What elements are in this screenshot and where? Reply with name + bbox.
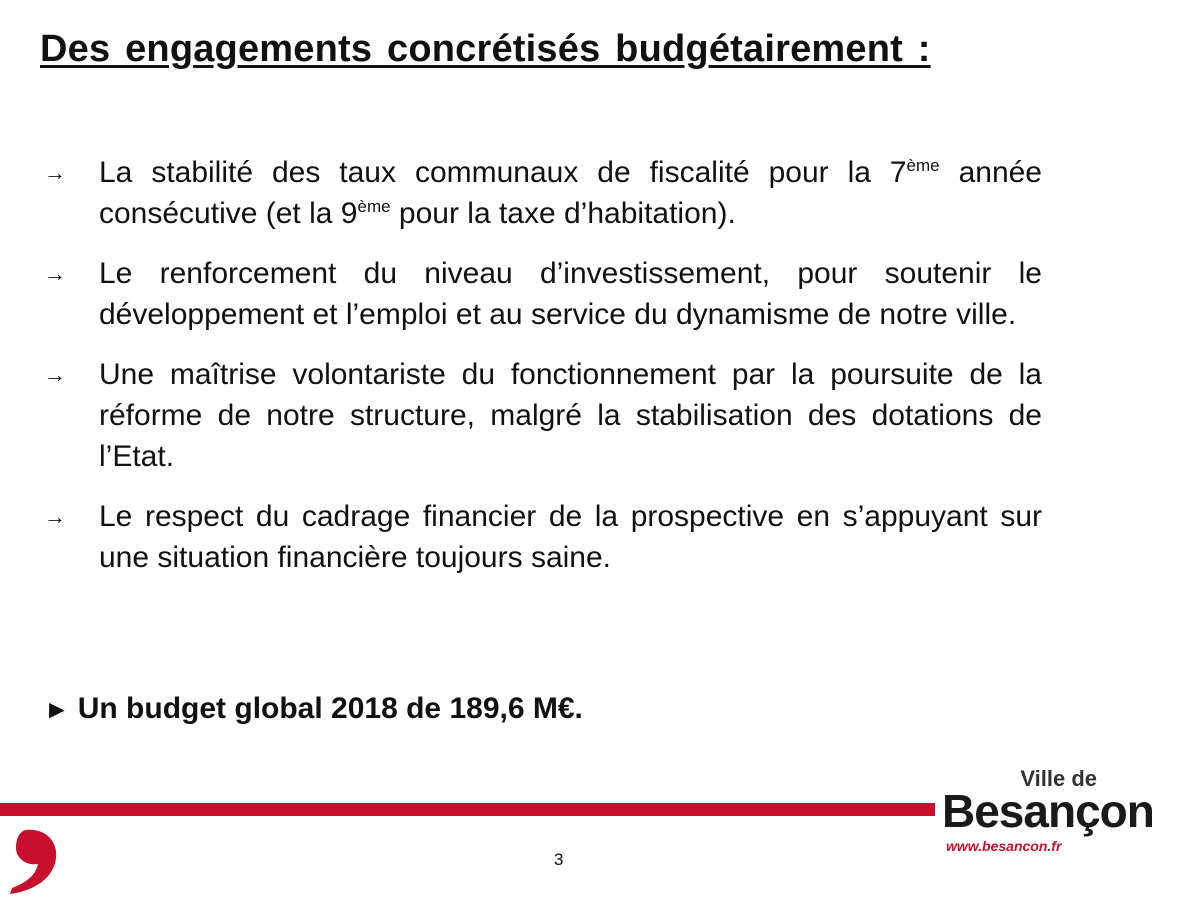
comma-logo-icon [4,826,60,896]
city-logo [940,766,1155,861]
budget-summary-text: Un budget global 2018 de 189,6 M€. [77,692,583,725]
logo-city-name: Besançon [942,785,1154,837]
right-arrow-icon: → [44,362,66,387]
bullet-item [44,253,1042,335]
slide-title: Des engagements concrétisés budgétairement : [40,28,931,70]
page-number: 3 [554,850,564,869]
bullet-text: La stabilité des taux communaux de fiscalité pour la 7ème année consécutive (et la 9ème pour la taxe d’habitation). [99,156,1042,230]
bullet-text: Une maîtrise volontariste du fonctionnement par la poursuite de la réforme de notre structure, malgré la stabilisation des dotations de l’Etat. [99,358,1042,473]
right-arrow-icon: → [44,160,66,185]
bullet-list [44,152,1042,597]
right-arrow-icon: → [44,261,66,286]
logo-website-url: www.besancon.fr [946,838,1062,854]
right-arrow-icon: → [44,504,66,529]
budget-summary [44,692,583,726]
bullet-item [44,496,1042,578]
triangle-pointer-icon: ► [44,694,70,724]
logo-ville-de: Ville de [1020,766,1097,791]
bullet-text: Le renforcement du niveau d’investissement, pour soutenir le développement et l’emploi et au service du dynamisme de notre ville. [99,257,1042,331]
bullet-item [44,354,1042,477]
bullet-text: Le respect du cadrage financier de la prospective en s’appuyant sur une situation financière toujours saine. [99,500,1042,574]
bullet-item [44,152,1042,234]
footer-red-bar [0,803,935,816]
